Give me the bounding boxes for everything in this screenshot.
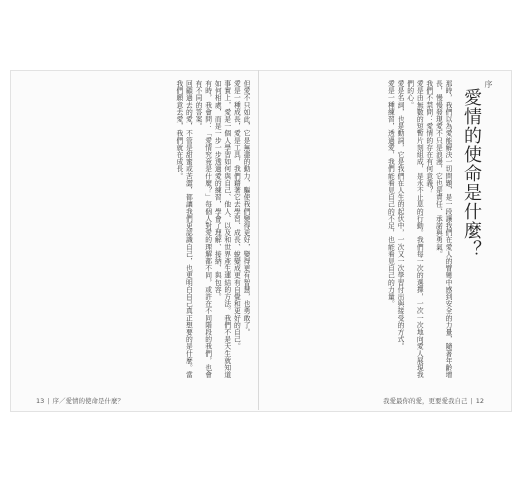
right-running-head: 我愛最你的愛，更要愛我自己	[383, 397, 468, 405]
section-label: 序	[484, 80, 493, 88]
left-running-head: 序／愛情的使命是什麼？	[52, 397, 124, 405]
right-page-body-text: 那時，我們以為愛能解決一切問題，是一段讓我們在愛人的臂彎中感到安全的力量，隨著年齡增長，慢慢發現愛不只是浪漫，它也是責任、承諾與勇氣。 我們不禁問：愛情的存在有何意義？ 愛是由無數的短暫片刻組成，是永不止息的行動。我們每一次的選擇，一次一次地向愛人展現我們的心。 愛是名詞，也是動詞，它是我們在人生的起伏中，一次又一次學習付出與接受的方式。 愛是一種練習，透過愛，我們能看見自己的不足，也能看見自己的力量。	[386, 80, 452, 379]
footer-separator: |	[470, 397, 473, 405]
chapter-title: 愛情的使命是什麼？	[461, 88, 482, 259]
left-page-number: 13	[36, 397, 45, 405]
right-page	[270, 80, 502, 380]
footer-separator: |	[47, 397, 50, 405]
right-footer	[383, 396, 484, 405]
left-page	[28, 80, 250, 380]
left-page-body-text: 但愛不只如此，它是無盡的動力，驅使我們變得更好，變得更有智慧，也勇敢了。 愛是一種成長，愛是工具，我們藉著它去學習、成長、蛻變成更有自覺和更好的自己。 事實上，愛是一個人學習如何與自己、他人、以及和世界產生連結的方法。我們不是天生就知道如何相處，而是一步一步透過愛的練習，學會了理解、接納、與包容。 有時，我會問：「愛情究竟是什麼？」每個人對愛的理解都不同，或許在不同階段的我們，也會有不同的答案。 回顧過去的愛，不管是甜蜜或苦澀，都讓我們更認識自己，也更明白自己真正想要的是什麼。當我們願意去愛，我們就在成長。	[174, 80, 250, 379]
book-gutter	[258, 70, 259, 410]
right-page-number: 12	[475, 397, 484, 405]
left-footer	[36, 396, 124, 405]
